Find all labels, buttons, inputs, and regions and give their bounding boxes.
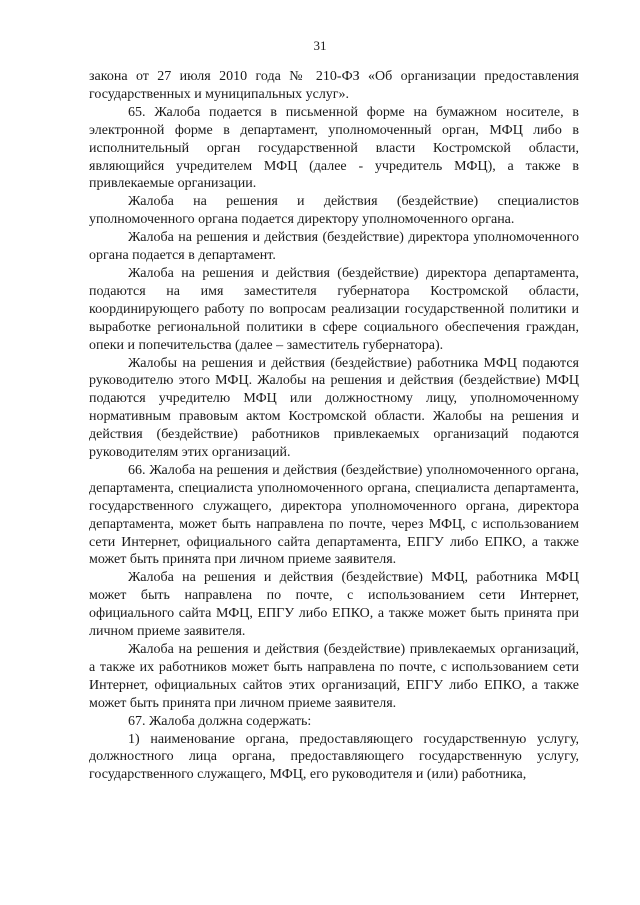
paragraph-66: 66. Жалоба на решения и действия (бездействие) уполномоченного органа, департамента, специалиста уполномоченного органа, специалиста департамента, государственного служащего, директора уполномоченного органа, директора департамента, может быть направлена по почте, через МФЦ, с использованием сети Интернет, официального сайта департамента, ЕПГУ либо ЕПКО, а также может быть принята при личном приеме заявителя. [89, 462, 579, 568]
paragraph: Жалоба на решения и действия (бездействие) директора уполномоченного органа подается в департамент. [89, 230, 579, 264]
page-number: 31 [313, 38, 327, 53]
paragraph: Жалоба на решения и действия (бездействие) специалистов уполномоченного органа подается директору уполномоченного органа. [89, 194, 579, 228]
list-item-1: 1) наименование органа, предоставляющего государственную услугу, должностного лица органа, предоставляющего государственную услугу, государственного служащего, МФЦ, его руководителя и (или) работника, [89, 731, 579, 783]
paragraph: Жалоба на решения и действия (бездействие) привлекаемых организаций, а также их работников может быть направлена по почте, с использованием сети Интернет, официальных сайтов этих организаций, ЕПГУ либо ЕПКО, а также может быть принята при личном приеме заявителя. [89, 642, 579, 711]
paragraph-67: 67. Жалоба должна содержать: [128, 713, 312, 729]
paragraph: Жалоба на решения и действия (бездействие) директора департамента, подаются на имя заместителя губернатора Костромской области, координирующего работу по вопросам реализации государственной политики и выработке региональной политики в сфере социального обеспечения граждан, опеки и попечительства (далее – заместитель губернатора). [89, 265, 579, 353]
paragraph: Жалобы на решения и действия (бездействие) работника МФЦ подаются руководителю этого МФЦ. Жалобы на решения и действия (бездействие) МФЦ подаются учредителю МФЦ или должностному лицу, уполномоченному нормативным правовым актом Костромской области. Жалобы на решения и действия (бездействие) работников привлекаемых организаций подаются руководителям этих организаций. [89, 355, 579, 461]
paragraph-65: 65. Жалоба подается в письменной форме на бумажном носителе, в электронной форме в департамент, уполномоченный орган, МФЦ либо в исполнительный орган государственной власти Костромской области, являющийся учредителем МФЦ (далее - учредитель МФЦ), а также в привлекаемые организации. [89, 104, 579, 192]
paragraph: Жалоба на решения и действия (бездействие) МФЦ, работника МФЦ может быть направлена по почте, с использованием сети Интернет, официального сайта МФЦ, ЕПГУ либо ЕПКО, а также может быть принята при личном приеме заявителя. [89, 570, 579, 640]
paragraph-continuation: закона от 27 июля 2010 года № 210-ФЗ «Об организации предоставления государственных и муниципальных услуг». [89, 69, 579, 102]
document-body [89, 68, 579, 784]
